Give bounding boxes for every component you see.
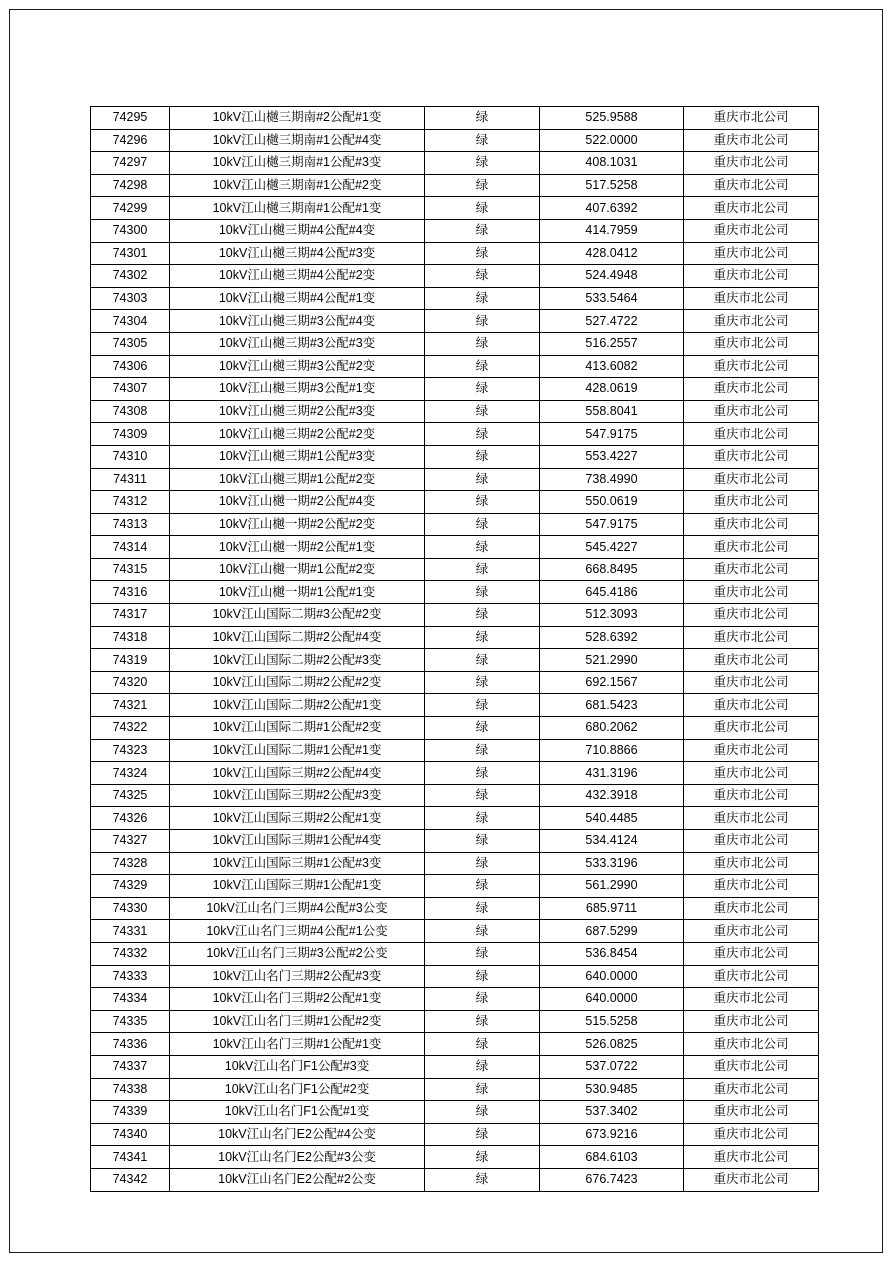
table-row — [91, 762, 819, 785]
cell-company: 重庆市北公司 — [684, 332, 819, 355]
cell-company: 重庆市北公司 — [684, 1055, 819, 1078]
cell-id: 74335 — [91, 1010, 170, 1033]
cell-value: 432.3918 — [540, 784, 684, 807]
cell-company: 重庆市北公司 — [684, 287, 819, 310]
transformer-data-table — [90, 106, 819, 1192]
cell-id: 74307 — [91, 378, 170, 401]
table-body — [91, 107, 819, 1192]
cell-company: 重庆市北公司 — [684, 897, 819, 920]
cell-value: 540.4485 — [540, 807, 684, 830]
cell-value: 738.4990 — [540, 468, 684, 491]
table-row — [91, 694, 819, 717]
cell-color: 绿 — [425, 423, 540, 446]
table-row — [91, 1146, 819, 1169]
cell-name: 10kV江山国际二期#1公配#1变 — [170, 739, 425, 762]
cell-id: 74313 — [91, 513, 170, 536]
cell-color: 绿 — [425, 671, 540, 694]
cell-name: 10kV江山名门三期#2公配#3变 — [170, 965, 425, 988]
cell-id: 74326 — [91, 807, 170, 830]
cell-name: 10kV江山国际二期#3公配#2变 — [170, 604, 425, 627]
cell-color: 绿 — [425, 400, 540, 423]
cell-company: 重庆市北公司 — [684, 717, 819, 740]
table-row — [91, 988, 819, 1011]
table-row — [91, 626, 819, 649]
cell-name: 10kV江山樾三期#4公配#4变 — [170, 219, 425, 242]
cell-id: 74332 — [91, 942, 170, 965]
cell-name: 10kV江山国际三期#1公配#1变 — [170, 875, 425, 898]
cell-id: 74308 — [91, 400, 170, 423]
table-row — [91, 332, 819, 355]
cell-value: 537.3402 — [540, 1101, 684, 1124]
cell-value: 640.0000 — [540, 965, 684, 988]
table-row — [91, 671, 819, 694]
cell-name: 10kV江山国际二期#2公配#3变 — [170, 649, 425, 672]
cell-value: 533.3196 — [540, 852, 684, 875]
cell-color: 绿 — [425, 558, 540, 581]
cell-company: 重庆市北公司 — [684, 604, 819, 627]
cell-color: 绿 — [425, 1123, 540, 1146]
cell-value: 533.5464 — [540, 287, 684, 310]
cell-id: 74299 — [91, 197, 170, 220]
cell-color: 绿 — [425, 152, 540, 175]
cell-color: 绿 — [425, 265, 540, 288]
cell-id: 74318 — [91, 626, 170, 649]
cell-id: 74342 — [91, 1168, 170, 1191]
cell-id: 74321 — [91, 694, 170, 717]
table-row — [91, 242, 819, 265]
cell-value: 524.4948 — [540, 265, 684, 288]
cell-color: 绿 — [425, 988, 540, 1011]
cell-name: 10kV江山国际二期#2公配#4变 — [170, 626, 425, 649]
table-row — [91, 513, 819, 536]
cell-name: 10kV江山樾三期#1公配#3变 — [170, 445, 425, 468]
cell-value: 668.8495 — [540, 558, 684, 581]
cell-company: 重庆市北公司 — [684, 1101, 819, 1124]
cell-color: 绿 — [425, 717, 540, 740]
cell-id: 74329 — [91, 875, 170, 898]
table-row — [91, 717, 819, 740]
cell-id: 74302 — [91, 265, 170, 288]
cell-value: 527.4722 — [540, 310, 684, 333]
cell-name: 10kV江山樾三期#3公配#2变 — [170, 355, 425, 378]
cell-company: 重庆市北公司 — [684, 942, 819, 965]
cell-color: 绿 — [425, 897, 540, 920]
cell-company: 重庆市北公司 — [684, 265, 819, 288]
cell-id: 74330 — [91, 897, 170, 920]
cell-company: 重庆市北公司 — [684, 762, 819, 785]
cell-value: 685.9711 — [540, 897, 684, 920]
cell-name: 10kV江山名门三期#3公配#2公变 — [170, 942, 425, 965]
table-row — [91, 965, 819, 988]
table-row — [91, 287, 819, 310]
cell-name: 10kV江山名门三期#4公配#3公变 — [170, 897, 425, 920]
cell-company: 重庆市北公司 — [684, 739, 819, 762]
cell-name: 10kV江山国际三期#1公配#4变 — [170, 830, 425, 853]
cell-color: 绿 — [425, 784, 540, 807]
cell-color: 绿 — [425, 468, 540, 491]
cell-color: 绿 — [425, 830, 540, 853]
cell-name: 10kV江山名门E2公配#2公变 — [170, 1168, 425, 1191]
cell-company: 重庆市北公司 — [684, 242, 819, 265]
cell-company: 重庆市北公司 — [684, 649, 819, 672]
cell-company: 重庆市北公司 — [684, 875, 819, 898]
cell-company: 重庆市北公司 — [684, 423, 819, 446]
cell-id: 74338 — [91, 1078, 170, 1101]
cell-id: 74312 — [91, 491, 170, 514]
cell-value: 561.2990 — [540, 875, 684, 898]
cell-company: 重庆市北公司 — [684, 852, 819, 875]
cell-id: 74304 — [91, 310, 170, 333]
cell-id: 74305 — [91, 332, 170, 355]
cell-color: 绿 — [425, 1010, 540, 1033]
cell-color: 绿 — [425, 739, 540, 762]
cell-id: 74314 — [91, 536, 170, 559]
table-row — [91, 107, 819, 130]
cell-name: 10kV江山名门E2公配#3公变 — [170, 1146, 425, 1169]
cell-value: 407.6392 — [540, 197, 684, 220]
cell-name: 10kV江山樾三期#1公配#2变 — [170, 468, 425, 491]
cell-color: 绿 — [425, 107, 540, 130]
cell-color: 绿 — [425, 1055, 540, 1078]
table-row — [91, 581, 819, 604]
cell-value: 645.4186 — [540, 581, 684, 604]
cell-id: 74311 — [91, 468, 170, 491]
cell-id: 74300 — [91, 219, 170, 242]
cell-value: 547.9175 — [540, 513, 684, 536]
cell-color: 绿 — [425, 1146, 540, 1169]
cell-id: 74323 — [91, 739, 170, 762]
table-row — [91, 355, 819, 378]
cell-id: 74319 — [91, 649, 170, 672]
cell-id: 74317 — [91, 604, 170, 627]
table-row — [91, 1101, 819, 1124]
table-row — [91, 197, 819, 220]
cell-value: 522.0000 — [540, 129, 684, 152]
cell-value: 515.5258 — [540, 1010, 684, 1033]
cell-company: 重庆市北公司 — [684, 1010, 819, 1033]
cell-id: 74310 — [91, 445, 170, 468]
cell-color: 绿 — [425, 1168, 540, 1191]
cell-value: 516.2557 — [540, 332, 684, 355]
cell-id: 74303 — [91, 287, 170, 310]
table-row — [91, 1033, 819, 1056]
cell-color: 绿 — [425, 581, 540, 604]
table-row — [91, 1078, 819, 1101]
table-row — [91, 400, 819, 423]
cell-color: 绿 — [425, 965, 540, 988]
cell-company: 重庆市北公司 — [684, 784, 819, 807]
cell-value: 537.0722 — [540, 1055, 684, 1078]
table-row — [91, 942, 819, 965]
cell-company: 重庆市北公司 — [684, 1168, 819, 1191]
table-row — [91, 830, 819, 853]
cell-color: 绿 — [425, 762, 540, 785]
table-row — [91, 174, 819, 197]
cell-color: 绿 — [425, 355, 540, 378]
cell-value: 536.8454 — [540, 942, 684, 965]
table-row — [91, 897, 819, 920]
cell-name: 10kV江山国际三期#2公配#4变 — [170, 762, 425, 785]
cell-color: 绿 — [425, 649, 540, 672]
cell-id: 74339 — [91, 1101, 170, 1124]
cell-name: 10kV江山樾一期#2公配#4变 — [170, 491, 425, 514]
cell-value: 673.9216 — [540, 1123, 684, 1146]
table-row — [91, 920, 819, 943]
cell-value: 553.4227 — [540, 445, 684, 468]
table-row — [91, 1123, 819, 1146]
cell-color: 绿 — [425, 1078, 540, 1101]
cell-company: 重庆市北公司 — [684, 355, 819, 378]
cell-name: 10kV江山樾三期#4公配#2变 — [170, 265, 425, 288]
cell-color: 绿 — [425, 219, 540, 242]
cell-name: 10kV江山樾一期#1公配#1变 — [170, 581, 425, 604]
table-row — [91, 852, 819, 875]
cell-color: 绿 — [425, 242, 540, 265]
cell-value: 692.1567 — [540, 671, 684, 694]
cell-name: 10kV江山樾一期#1公配#2变 — [170, 558, 425, 581]
cell-name: 10kV江山名门三期#1公配#2变 — [170, 1010, 425, 1033]
cell-name: 10kV江山樾三期#4公配#3变 — [170, 242, 425, 265]
cell-id: 74341 — [91, 1146, 170, 1169]
cell-id: 74328 — [91, 852, 170, 875]
cell-company: 重庆市北公司 — [684, 988, 819, 1011]
cell-company: 重庆市北公司 — [684, 830, 819, 853]
cell-company: 重庆市北公司 — [684, 310, 819, 333]
cell-name: 10kV江山樾三期#3公配#3变 — [170, 332, 425, 355]
cell-value: 525.9588 — [540, 107, 684, 130]
cell-value: 428.0619 — [540, 378, 684, 401]
cell-name: 10kV江山樾三期#2公配#2变 — [170, 423, 425, 446]
cell-name: 10kV江山名门三期#1公配#1变 — [170, 1033, 425, 1056]
cell-color: 绿 — [425, 875, 540, 898]
cell-company: 重庆市北公司 — [684, 378, 819, 401]
cell-name: 10kV江山国际三期#1公配#3变 — [170, 852, 425, 875]
table-row — [91, 468, 819, 491]
cell-id: 74316 — [91, 581, 170, 604]
cell-company: 重庆市北公司 — [684, 1146, 819, 1169]
cell-name: 10kV江山国际三期#2公配#1变 — [170, 807, 425, 830]
cell-name: 10kV江山樾三期南#1公配#3变 — [170, 152, 425, 175]
cell-company: 重庆市北公司 — [684, 468, 819, 491]
cell-id: 74331 — [91, 920, 170, 943]
cell-value: 640.0000 — [540, 988, 684, 1011]
cell-company: 重庆市北公司 — [684, 1123, 819, 1146]
cell-color: 绿 — [425, 174, 540, 197]
cell-color: 绿 — [425, 332, 540, 355]
cell-value: 680.2062 — [540, 717, 684, 740]
cell-id: 74315 — [91, 558, 170, 581]
cell-value: 550.0619 — [540, 491, 684, 514]
cell-color: 绿 — [425, 942, 540, 965]
cell-id: 74296 — [91, 129, 170, 152]
cell-color: 绿 — [425, 129, 540, 152]
table-row — [91, 423, 819, 446]
cell-name: 10kV江山樾三期#4公配#1变 — [170, 287, 425, 310]
table-row — [91, 491, 819, 514]
cell-company: 重庆市北公司 — [684, 1033, 819, 1056]
cell-name: 10kV江山名门三期#2公配#1变 — [170, 988, 425, 1011]
table-row — [91, 604, 819, 627]
cell-id: 74333 — [91, 965, 170, 988]
cell-company: 重庆市北公司 — [684, 152, 819, 175]
cell-company: 重庆市北公司 — [684, 536, 819, 559]
cell-value: 528.6392 — [540, 626, 684, 649]
cell-company: 重庆市北公司 — [684, 219, 819, 242]
cell-color: 绿 — [425, 604, 540, 627]
cell-id: 74295 — [91, 107, 170, 130]
cell-color: 绿 — [425, 1033, 540, 1056]
cell-color: 绿 — [425, 310, 540, 333]
table-row — [91, 1010, 819, 1033]
cell-name: 10kV江山国际二期#2公配#2变 — [170, 671, 425, 694]
cell-id: 74336 — [91, 1033, 170, 1056]
cell-value: 512.3093 — [540, 604, 684, 627]
cell-value: 530.9485 — [540, 1078, 684, 1101]
cell-value: 413.6082 — [540, 355, 684, 378]
cell-name: 10kV江山名门E2公配#4公变 — [170, 1123, 425, 1146]
table-row — [91, 1168, 819, 1191]
cell-name: 10kV江山国际二期#1公配#2变 — [170, 717, 425, 740]
table-row — [91, 1055, 819, 1078]
cell-value: 681.5423 — [540, 694, 684, 717]
cell-id: 74337 — [91, 1055, 170, 1078]
table-row — [91, 378, 819, 401]
cell-name: 10kV江山樾三期南#1公配#2变 — [170, 174, 425, 197]
cell-name: 10kV江山名门F1公配#2变 — [170, 1078, 425, 1101]
cell-id: 74309 — [91, 423, 170, 446]
cell-name: 10kV江山名门三期#4公配#1公变 — [170, 920, 425, 943]
cell-company: 重庆市北公司 — [684, 445, 819, 468]
cell-value: 545.4227 — [540, 536, 684, 559]
cell-id: 74320 — [91, 671, 170, 694]
cell-id: 74297 — [91, 152, 170, 175]
cell-name: 10kV江山国际二期#2公配#1变 — [170, 694, 425, 717]
cell-color: 绿 — [425, 491, 540, 514]
cell-color: 绿 — [425, 920, 540, 943]
table-row — [91, 558, 819, 581]
table-row — [91, 875, 819, 898]
cell-value: 558.8041 — [540, 400, 684, 423]
cell-value: 684.6103 — [540, 1146, 684, 1169]
cell-color: 绿 — [425, 626, 540, 649]
cell-color: 绿 — [425, 197, 540, 220]
cell-name: 10kV江山樾一期#2公配#2变 — [170, 513, 425, 536]
cell-value: 710.8866 — [540, 739, 684, 762]
cell-company: 重庆市北公司 — [684, 626, 819, 649]
cell-id: 74325 — [91, 784, 170, 807]
cell-company: 重庆市北公司 — [684, 807, 819, 830]
table-row — [91, 152, 819, 175]
cell-value: 687.5299 — [540, 920, 684, 943]
table-row — [91, 445, 819, 468]
table-row — [91, 807, 819, 830]
cell-value: 547.9175 — [540, 423, 684, 446]
cell-id: 74298 — [91, 174, 170, 197]
cell-color: 绿 — [425, 536, 540, 559]
cell-color: 绿 — [425, 378, 540, 401]
cell-name: 10kV江山樾三期#2公配#3变 — [170, 400, 425, 423]
table-row — [91, 219, 819, 242]
cell-company: 重庆市北公司 — [684, 513, 819, 536]
cell-company: 重庆市北公司 — [684, 1078, 819, 1101]
cell-name: 10kV江山樾三期南#1公配#4变 — [170, 129, 425, 152]
cell-company: 重庆市北公司 — [684, 491, 819, 514]
table-row — [91, 536, 819, 559]
table-row — [91, 739, 819, 762]
cell-company: 重庆市北公司 — [684, 400, 819, 423]
cell-color: 绿 — [425, 445, 540, 468]
cell-value: 517.5258 — [540, 174, 684, 197]
cell-id: 74340 — [91, 1123, 170, 1146]
cell-company: 重庆市北公司 — [684, 581, 819, 604]
cell-company: 重庆市北公司 — [684, 129, 819, 152]
cell-value: 526.0825 — [540, 1033, 684, 1056]
table-row — [91, 129, 819, 152]
cell-color: 绿 — [425, 1101, 540, 1124]
table-row — [91, 310, 819, 333]
cell-company: 重庆市北公司 — [684, 107, 819, 130]
cell-company: 重庆市北公司 — [684, 558, 819, 581]
cell-value: 431.3196 — [540, 762, 684, 785]
cell-value: 428.0412 — [540, 242, 684, 265]
cell-id: 74334 — [91, 988, 170, 1011]
cell-value: 534.4124 — [540, 830, 684, 853]
cell-color: 绿 — [425, 287, 540, 310]
cell-value: 521.2990 — [540, 649, 684, 672]
cell-id: 74327 — [91, 830, 170, 853]
cell-name: 10kV江山名门F1公配#1变 — [170, 1101, 425, 1124]
cell-id: 74324 — [91, 762, 170, 785]
cell-company: 重庆市北公司 — [684, 694, 819, 717]
cell-name: 10kV江山名门F1公配#3变 — [170, 1055, 425, 1078]
cell-name: 10kV江山樾三期南#1公配#1变 — [170, 197, 425, 220]
cell-color: 绿 — [425, 513, 540, 536]
cell-name: 10kV江山樾三期#3公配#1变 — [170, 378, 425, 401]
cell-company: 重庆市北公司 — [684, 174, 819, 197]
table-row — [91, 649, 819, 672]
cell-color: 绿 — [425, 694, 540, 717]
table-row — [91, 784, 819, 807]
cell-company: 重庆市北公司 — [684, 965, 819, 988]
cell-name: 10kV江山樾三期南#2公配#1变 — [170, 107, 425, 130]
cell-id: 74301 — [91, 242, 170, 265]
cell-company: 重庆市北公司 — [684, 197, 819, 220]
cell-value: 676.7423 — [540, 1168, 684, 1191]
cell-value: 408.1031 — [540, 152, 684, 175]
table-row — [91, 265, 819, 288]
cell-id: 74306 — [91, 355, 170, 378]
cell-id: 74322 — [91, 717, 170, 740]
cell-color: 绿 — [425, 852, 540, 875]
cell-value: 414.7959 — [540, 219, 684, 242]
cell-color: 绿 — [425, 807, 540, 830]
cell-company: 重庆市北公司 — [684, 671, 819, 694]
cell-company: 重庆市北公司 — [684, 920, 819, 943]
cell-name: 10kV江山樾一期#2公配#1变 — [170, 536, 425, 559]
table-container — [90, 106, 793, 1192]
cell-name: 10kV江山国际三期#2公配#3变 — [170, 784, 425, 807]
cell-name: 10kV江山樾三期#3公配#4变 — [170, 310, 425, 333]
